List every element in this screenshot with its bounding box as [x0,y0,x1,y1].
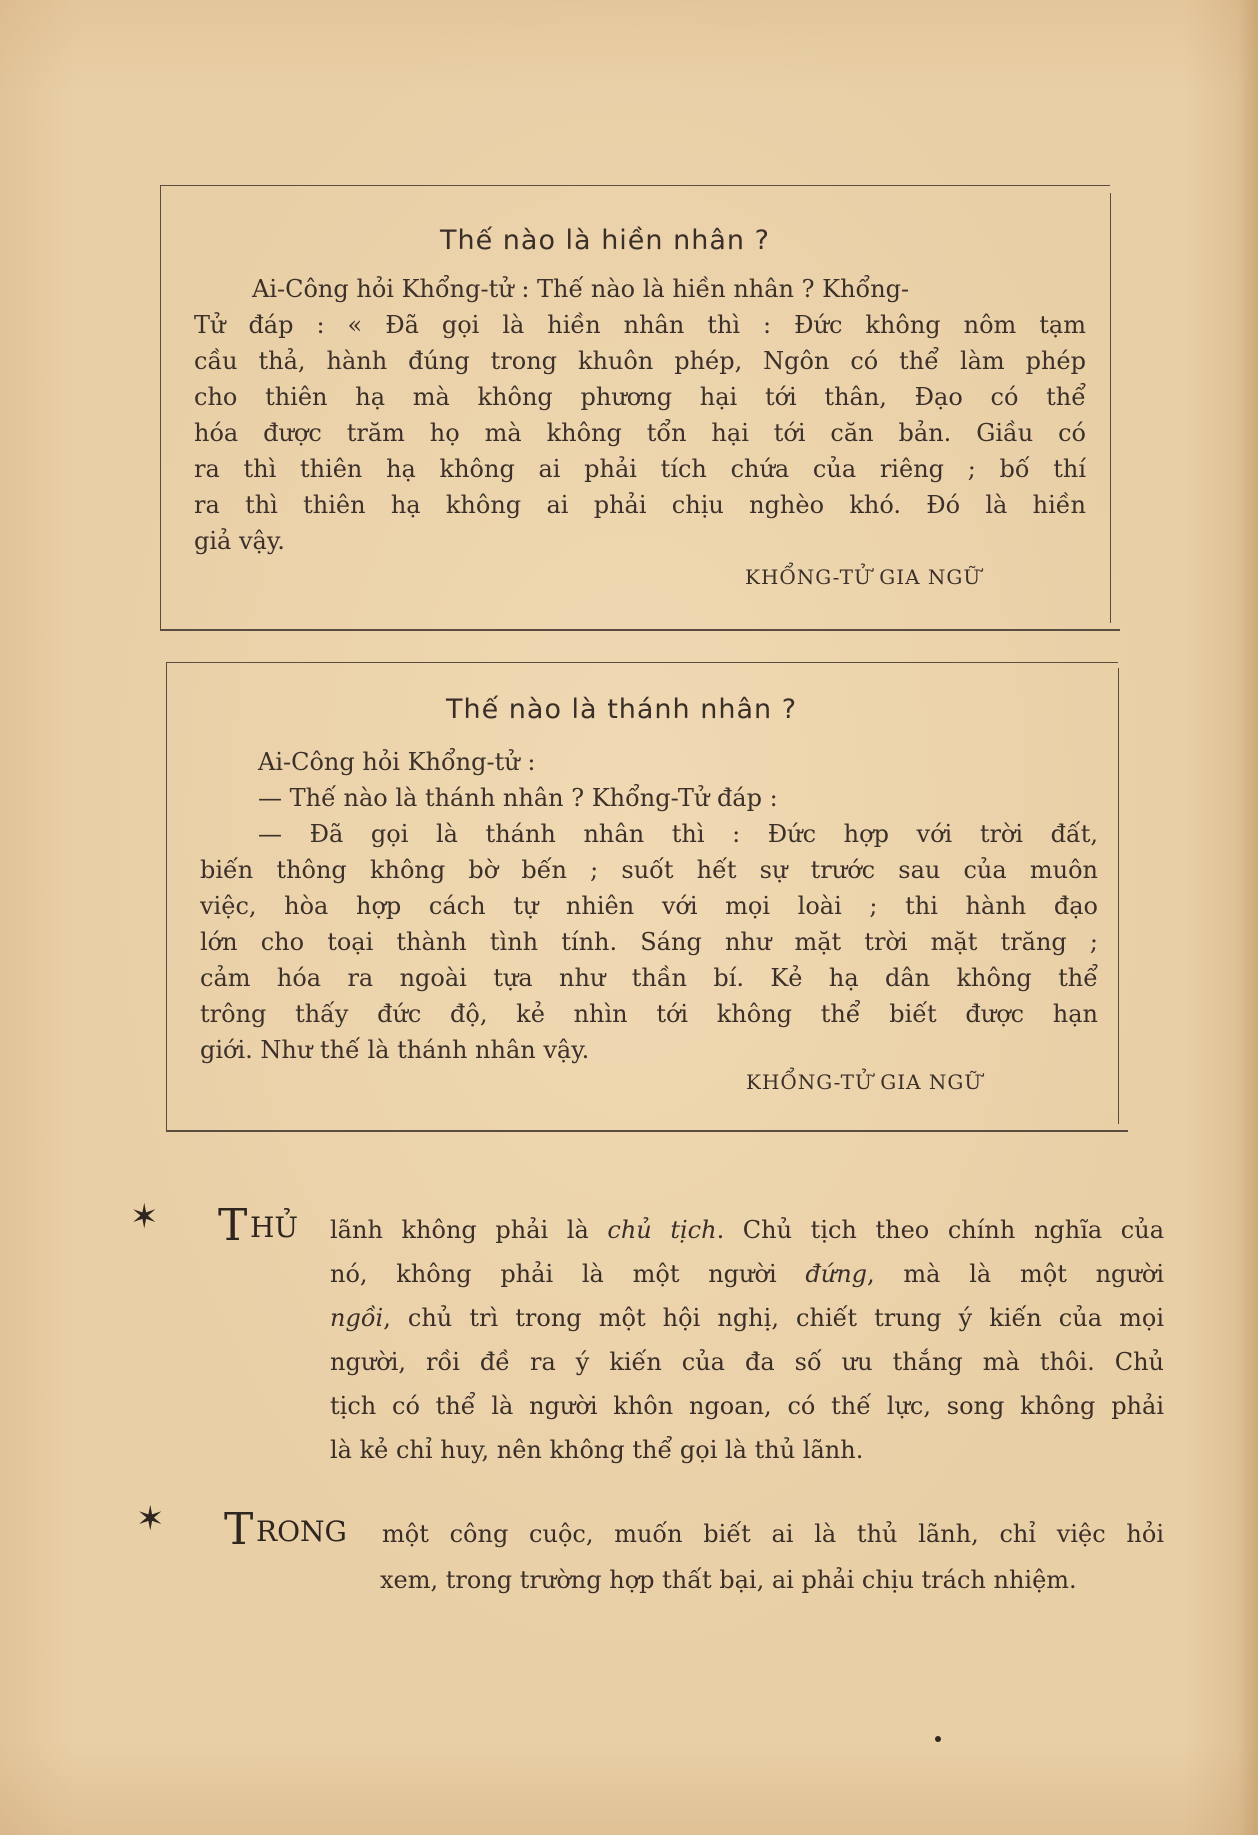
box-rule-right [1110,193,1111,623]
text-line: cầu thả, hành đúng trong khuôn phép, Ngôn có thể làm phép [194,347,1086,375]
text-line: cảm hóa ra ngoài tựa như thần bí. Kẻ hạ dân không thể [200,964,1098,992]
text-line: ra thì thiên hạ không ai phải chịu nghèo khó. Đó là hiền [194,491,1086,519]
star-icon: ✶ [136,1499,165,1539]
text-line: giới. Như thế là thánh nhân vậy. [200,1036,590,1064]
text-line: giả vậy. [194,527,285,555]
page-mark [935,1736,941,1742]
page-edge [1238,0,1258,1835]
drop-cap: T [224,1504,254,1555]
lead-word-rest: HỦ [250,1211,299,1244]
star-icon: ✶ [130,1197,159,1237]
text-line: tịch có thể là người khôn ngoan, có thế lực, song không phải [330,1392,1164,1420]
box-title: Thế nào là thánh nhân ? [446,694,798,725]
text-line: việc, hòa hợp cách tự nhiên với mọi loài ; thi hành đạo [200,892,1098,920]
box-title: Thế nào là hiền nhân ? [440,225,770,256]
box-rule-left [160,185,161,629]
box-rule-left [166,662,167,1130]
quote-box-hien-nhan [160,185,1120,635]
text-line: Ai-Công hỏi Khổng-tử : Thế nào là hiền nhân ? Khổng- [252,275,910,303]
box-rule-top [166,662,1118,663]
text-line: ra thì thiên hạ không ai phải tích chứa của riêng ; bố thí [194,455,1086,483]
text-line: một công cuộc, muốn biết ai là thủ lãnh, chỉ việc hỏi [382,1520,1164,1548]
drop-cap: T [218,1200,248,1251]
box-rule-top [160,185,1110,186]
source-attribution: KHỔNG-TỬ GIA NGỮ [745,565,982,589]
source-attribution: KHỔNG-TỬ GIA NGỮ [746,1070,983,1094]
text-line: — Đã gọi là thánh nhân thì : Đức hợp với trời đất, [258,820,1098,848]
text-line: cho thiên hạ mà không phương hại tới thân, Đạo có thể [194,383,1086,411]
text-line: Ai-Công hỏi Khổng-tử : [258,748,536,776]
text-line: lớn cho toại thành tình tính. Sáng như mặt trời mặt trăng ; [200,928,1098,956]
text-line: biến thông không bờ bến ; suốt hết sự trước sau của muôn [200,856,1098,884]
text-line: nó, không phải là một người đứng, mà là một người [330,1260,1164,1288]
lead-word-rest: RONG [256,1515,347,1548]
quote-box-thanh-nhan [166,662,1130,1136]
text-line: ngồi, chủ trì trong một hội nghị, chiết trung ý kiến của mọi [330,1304,1164,1332]
box-rule-bottom [160,629,1120,631]
text-line: là kẻ chỉ huy, nên không thể gọi là thủ lãnh. [330,1436,864,1464]
box-rule-bottom [166,1130,1128,1132]
text-line: trông thấy đức độ, kẻ nhìn tới không thể biết được hạn [200,1000,1098,1028]
text-line: lãnh không phải là chủ tịch. Chủ tịch theo chính nghĩa của [330,1216,1165,1244]
text-line: hóa được trăm họ mà không tổn hại tới căn bản. Giầu có [194,419,1086,447]
text-line: — Thế nào là thánh nhân ? Khổng-Tử đáp : [258,784,778,812]
text-line: Tử đáp : « Đã gọi là hiền nhân thì : Đức không nôm tạm [194,311,1086,339]
box-rule-right [1118,668,1119,1124]
text-line: người, rồi đề ra ý kiến của đa số ưu thắng mà thôi. Chủ [330,1348,1164,1376]
text-line: xem, trong trường hợp thất bại, ai phải chịu trách nhiệm. [380,1566,1077,1594]
